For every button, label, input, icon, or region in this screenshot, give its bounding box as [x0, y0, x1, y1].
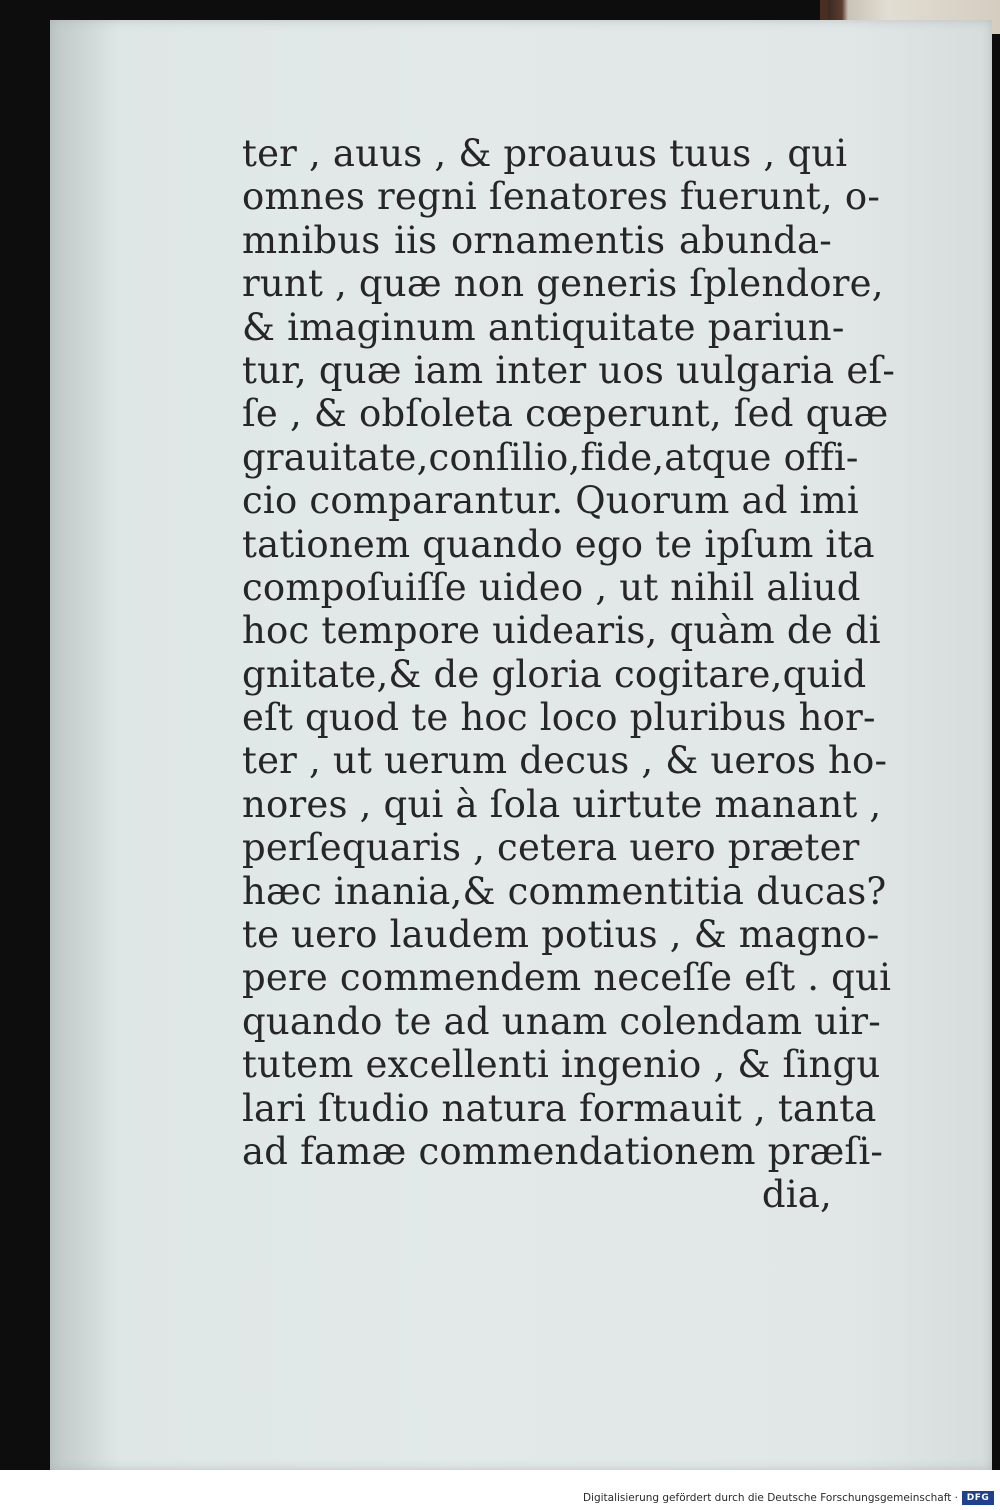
- dfg-logo: DFG: [962, 1491, 994, 1505]
- text-line: tur, quæ iam inter uos uulgaria eſ-: [242, 348, 896, 392]
- text-line: ſe , & obſoleta cœperunt, ſed quæ: [242, 392, 889, 436]
- text-line: eſt quod te hoc loco pluribus hor-: [242, 696, 876, 740]
- text-line: cio comparantur. Quorum ad imi: [242, 479, 859, 523]
- text-line: tationem quando ego te ipſum ita: [242, 522, 875, 566]
- page-text-block: [242, 132, 896, 1217]
- text-line: nores , qui à ſola uirtute manant ,: [242, 782, 882, 826]
- catchword-line: dia,: [761, 1173, 832, 1217]
- digitization-footer: [0, 1470, 1000, 1510]
- text-line: grauitate,conſilio,fide,atque offi-: [242, 435, 859, 479]
- text-line: pere commendem neceſſe eſt . qui: [242, 956, 892, 1000]
- text-line: hæc inania,& commentitia ducas?: [242, 869, 887, 913]
- text-line: gnitate,& de gloria cogitare,quid: [242, 652, 867, 696]
- gutter-shadow: [50, 20, 120, 1470]
- text-line: ter , ut uerum decus , & ueros ho-: [242, 739, 888, 783]
- text-line: quando te ad unam colendam uir-: [242, 999, 881, 1043]
- text-line: ter , auus , & proauus tuus , qui: [242, 132, 848, 175]
- text-line: compoſuiſſe uideo , ut nihil aliud: [242, 565, 861, 609]
- text-line: te uero laudem potius , & magno-: [242, 913, 880, 957]
- text-line: & imaginum antiquitate pariun-: [242, 305, 845, 349]
- funding-notice: Digitalisierung gefördert durch die Deutsche Forschungsgemeinschaft ·: [582, 1492, 958, 1504]
- text-line: tutem excellenti ingenio , & ſingu: [242, 1043, 881, 1087]
- text-line: runt , quæ non generis ſplendore,: [242, 262, 884, 306]
- text-line: lari ſtudio natura formauit , tanta: [242, 1086, 877, 1130]
- text-line: hoc tempore uidearis, quàm de di: [242, 609, 881, 653]
- text-line: omnes regni ſenatores fuerunt, o-: [242, 175, 881, 219]
- text-line: ad famæ commendationem præſi-: [242, 1129, 884, 1173]
- text-line: perſequaris , cetera uero præter: [242, 826, 860, 870]
- text-line: mnibus iis ornamentis abunda-: [242, 218, 832, 262]
